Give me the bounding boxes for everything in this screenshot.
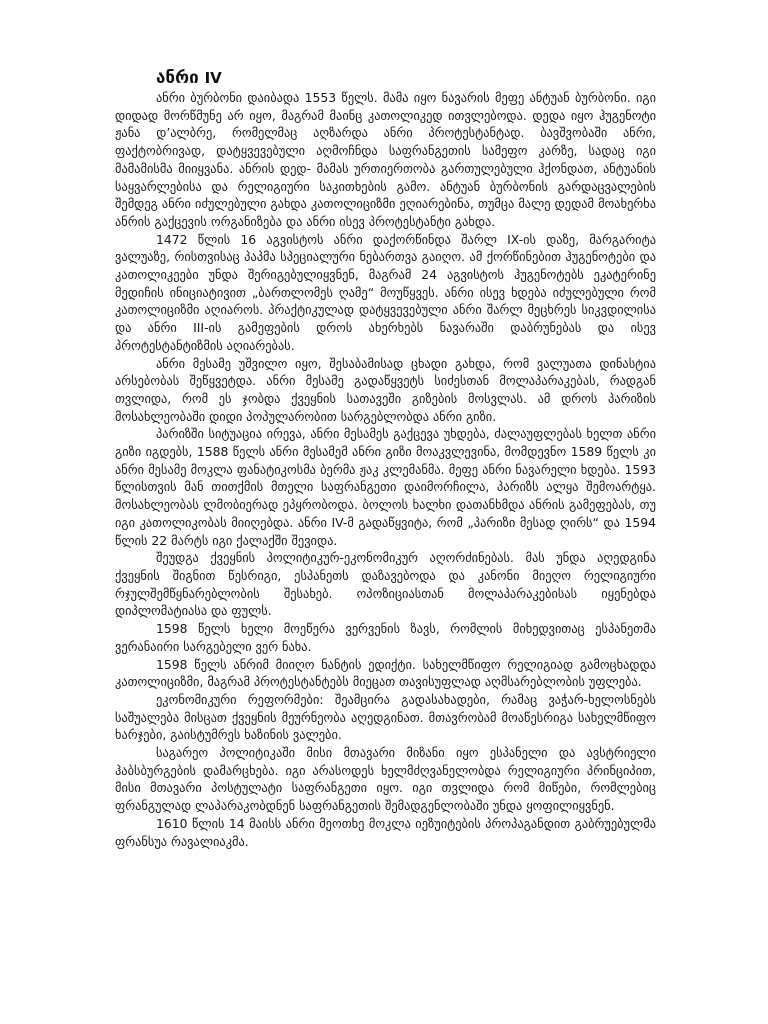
paragraph-economy: ეკონომიკური რეფორმები: შეამცირა გადასახადები, რამაც ვაჭარ-ხელოსნებს საშუალება მისცათ ქვეყნის მეურნეობა აღედგინათ. მთავრობამ მოაწესრიგა სახელმწიფო ხარჯები, გაისტუმრეს ხაზინის ვალები. [115,691,656,743]
page-title [156,68,656,88]
document-body [115,89,656,850]
paragraph-paris: პარიზში სიტუაცია ირევა, ანრი მესამეს გაქცევა უხდება, ძალაუფლებას ხელთ ანრი გიზი იგდებს, 1588 წელს ანრი მესამემ ანრი გიზი მოაკვლევინა, მომდევნო 1589 წელს კი ანრი მესამე მოკლა ფანატიკოსმა ბერმა ჟაკ კლემანმა. მეფე ანრი ნავარელი ხდება. 1593 წლისთვის მან თითქმის მთელი საფრანგეთი დაიმორჩილა, პარიზს ალყა შემოარტყა. მოსახლეობას ლმობიერად ეპყრობოდა. ბოლოს ხალხი დათანხმდა ანრის გამეფებას, თუ იგი კათოლიკობას მიიღებდა. ანრი IV-მ გადაწყვიტა, რომ „პარიზი მესად ღირს“ და 1594 წლის 22 მარტს იგი ქალაქში შევიდა. [115,426,656,548]
title-name: ანრი [156,68,199,88]
paragraph-birth: ანრი ბურბონი დაიბადა 1553 წელს. მამა იყო ნავარის მეფე ანტუან ბურბონი. იგი დიდად მორწმუნე არ იყო, მაგრამ მაინც კათოლიკედ ითვლებოდა. დედა იყო ჰუგენოტი ჟანა დ’ალბრე, რომელმაც აღზარდა ანრი პროტესტანტად. ბავშვობაში ანრი, ფაქტობრივად, დატყვევებული აღმოჩნდა საფრანგეთის სამეფო კარზე, სადაც იგი მამამისმა მიიყვანა. ანრის დედ- მამას ურთიერთობა გართულებული ჰქონდათ, ანტუანის საყვარლებისა და რელიგიური საკითხების გამო. ანტუან ბურბონის გარდაცვალების შემდეგ ანრი იძულებული გახდა კათოლიციზმი ეღიარებინა, თუმცა მალე დედამ მოახერხა ანრის გაქცევის ორგანიზება და ანრი ისევ პროტესტანტი გახდა. [115,90,656,229]
paragraph-marriage: 1472 წლის 16 აგვისტოს ანრი დაქორწინდა შარლ IX-ის დაზე, მარგარიტა ვალუაზე, რისთვისაც პაპმა სპეციალური ნებართვა გაიღო. ამ ქორწინებით ჰუგენოტები და კათოლიკეები უნდა შერიგებულიყვნენ, მაგრამ 24 აგვისტოს ჰუგენოტებს ეკატერინე მედიჩის ინიციატივით „ბართლომეს ღამე“ მოუწყვეს. ანრი ისევ ხდება იძულებული რომ კათოლიციზმი აღიაროს. პრაქტიკულად დატყვევებული ანრი შარლ მეცხრეს სიკვდილისა და ანრი III-ის გამეფების დროს ახერხებს ნავარაში დაბრუნებას და ისევ პროტესტანტიზმის აღიარებას. [115,231,656,353]
paragraph-revival: შეუდგა ქვეყნის პოლიტიკურ-ეკონომიკურ აღორძინებას. მას უნდა აღედგინა ქვეყნის შიგნით წესრიგი, ესპანეთს დაზავებოდა და კანონი მიეღო რელიგიური რჯულშემწყნარებლობის შესახებ. ოპოზიციასთან მოლაპარაკებისას იყენებდა დიპლომატიასა და ფულს. [115,550,656,619]
paragraph-nantes: 1598 წელს ანრიმ მიიღო ნანტის ედიქტი. სახელმწიფო რელიგიად გამოცხადდა კათოლიციზმი, მაგრამ პროტესტანტებს მიეცათ თავისუფლად აღმსარებლობის უფლება. [115,656,656,690]
paragraph-foreign-policy: საგარეო პოლიტიკაში მისი მთავარი მიზანი იყო ესპანელი და ავსტრიელი ჰაბსბურგების დამარცხება. იგი არასოდეს ხელმძღვანელობდა რელიგიური პრინციპით, მისი მთავარი პოსტულატი საფრანგეთი იყო. იგი თვლიდა რომ მიწები, რომლებიც ფრანგულად ლაპარაკობდნენ საფრანგეთის შემადგენლობაში უნდა ყოფილიყვნენ. [115,745,656,814]
paragraph-vervins: 1598 წელს ხელი მოეწერა ვერვენის ზავს, რომლის მიხედვითაც ესპანეთმა ვერანაირი სარგებელი ვერ ნახა. [115,621,656,654]
title-numeral: IV [204,69,222,87]
paragraph-death: 1610 წლის 14 მაისს ანრი მეოთხე მოკლა იეზუიტების პროპაგანდით გაბრუებულმა ფრანსუა რავალიაკმა. [115,815,656,849]
paragraph-succession: ანრი მესამე უშვილო იყო, შესაბამისად ცხადი გახდა, რომ ვალუათა დინასტია არსებობას შეწყვეტდა. ანრი მესამე გადაწყვეტს სიძესთან მოლაპარაკებას, რადგან თვლიდა, რომ ეს ჯობდა ქვეყნის სათავეში გიზების მოსვლას. ამ დროს პარიზის მოსახლეობაში დიდი პოპულარობით სარგებლობდა ანრი გიზი. [115,355,656,424]
